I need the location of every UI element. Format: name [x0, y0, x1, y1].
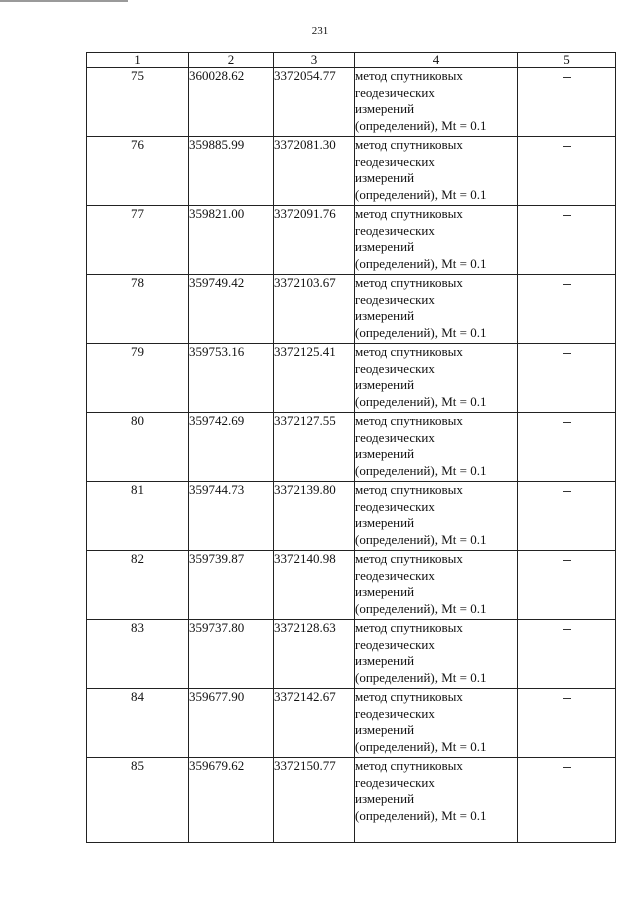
point-number-cell: 85 [87, 758, 189, 843]
method-line: метод спутниковых [355, 620, 463, 635]
point-number-cell: 84 [87, 689, 189, 758]
method-line: метод спутниковых [355, 137, 463, 152]
column-5-cell [518, 620, 616, 689]
table-header-row [87, 53, 616, 68]
method-line: геодезических [355, 429, 435, 445]
dash-mark [563, 422, 571, 423]
x-coordinate-cell: 359753.16 [189, 344, 274, 413]
method-line: геодезических [355, 774, 435, 790]
table-row [87, 206, 616, 275]
dash-mark [563, 353, 571, 354]
method-line: метод спутниковых [355, 413, 463, 428]
dash-mark [563, 560, 571, 561]
method-line: (определений), Mt = 0.1 [355, 255, 487, 271]
column-header: 1 [87, 53, 189, 68]
method-line: (определений), Mt = 0.1 [355, 669, 487, 685]
method-line: измерений [355, 446, 415, 461]
column-header: 3 [274, 53, 355, 68]
method-line: геодезических [355, 498, 435, 514]
column-5-cell [518, 206, 616, 275]
method-line: измерений [355, 722, 415, 737]
method-line: геодезических [355, 222, 435, 238]
method-line: измерений [355, 584, 415, 599]
y-coordinate-cell: 3372103.67 [274, 275, 355, 344]
method-line: метод спутниковых [355, 68, 463, 83]
dash-mark [563, 284, 571, 285]
method-line: метод спутниковых [355, 206, 463, 221]
method-line: измерений [355, 170, 415, 185]
method-line: (определений), Mt = 0.1 [355, 531, 487, 547]
method-line: измерений [355, 101, 415, 116]
column-5-cell [518, 344, 616, 413]
column-5-cell [518, 275, 616, 344]
method-line: измерений [355, 377, 415, 392]
point-number-cell: 76 [87, 137, 189, 206]
method-line: (определений), Mt = 0.1 [355, 393, 487, 409]
method-line: измерений [355, 239, 415, 254]
column-5-cell [518, 137, 616, 206]
y-coordinate-cell: 3372125.41 [274, 344, 355, 413]
method-line: (определений), Mt = 0.1 [355, 186, 487, 202]
method-cell [355, 275, 518, 344]
dash-mark [563, 77, 571, 78]
method-line: геодезических [355, 705, 435, 721]
dash-mark [563, 698, 571, 699]
table-row [87, 482, 616, 551]
y-coordinate-cell: 3372054.77 [274, 68, 355, 137]
method-cell [355, 413, 518, 482]
column-header: 5 [518, 53, 616, 68]
table-row [87, 344, 616, 413]
method-line: геодезических [355, 636, 435, 652]
y-coordinate-cell: 3372081.30 [274, 137, 355, 206]
method-line: измерений [355, 308, 415, 323]
method-cell [355, 137, 518, 206]
method-cell [355, 344, 518, 413]
point-number-cell: 79 [87, 344, 189, 413]
x-coordinate-cell: 360028.62 [189, 68, 274, 137]
method-line: (определений), Mt = 0.1 [355, 324, 487, 340]
table-row [87, 758, 616, 843]
method-line: измерений [355, 515, 415, 530]
method-cell [355, 482, 518, 551]
method-line: метод спутниковых [355, 344, 463, 359]
method-line: геодезических [355, 153, 435, 169]
column-header: 2 [189, 53, 274, 68]
method-line: (определений), Mt = 0.1 [355, 117, 487, 133]
y-coordinate-cell: 3372127.55 [274, 413, 355, 482]
column-5-cell [518, 482, 616, 551]
x-coordinate-cell: 359739.87 [189, 551, 274, 620]
table-row [87, 689, 616, 758]
method-line: метод спутниковых [355, 551, 463, 566]
method-cell [355, 551, 518, 620]
y-coordinate-cell: 3372128.63 [274, 620, 355, 689]
point-number-cell: 83 [87, 620, 189, 689]
y-coordinate-cell: 3372142.67 [274, 689, 355, 758]
point-number-cell: 75 [87, 68, 189, 137]
method-line: метод спутниковых [355, 275, 463, 290]
y-coordinate-cell: 3372140.98 [274, 551, 355, 620]
point-number-cell: 80 [87, 413, 189, 482]
method-line: измерений [355, 653, 415, 668]
dash-mark [563, 146, 571, 147]
method-cell [355, 68, 518, 137]
method-cell [355, 620, 518, 689]
column-5-cell [518, 68, 616, 137]
x-coordinate-cell: 359742.69 [189, 413, 274, 482]
column-5-cell [518, 758, 616, 843]
method-line: (определений), Mt = 0.1 [355, 807, 487, 823]
method-line: геодезических [355, 360, 435, 376]
x-coordinate-cell: 359749.42 [189, 275, 274, 344]
method-line: геодезических [355, 567, 435, 583]
method-line: (определений), Mt = 0.1 [355, 738, 487, 754]
method-line: измерений [355, 791, 415, 806]
method-line: метод спутниковых [355, 482, 463, 497]
table-row [87, 275, 616, 344]
x-coordinate-cell: 359679.62 [189, 758, 274, 843]
x-coordinate-cell: 359885.99 [189, 137, 274, 206]
method-cell [355, 206, 518, 275]
coordinates-table [86, 52, 616, 843]
x-coordinate-cell: 359737.80 [189, 620, 274, 689]
dash-mark [563, 767, 571, 768]
table-body [87, 68, 616, 843]
method-line: (определений), Mt = 0.1 [355, 600, 487, 616]
point-number-cell: 78 [87, 275, 189, 344]
method-cell [355, 689, 518, 758]
y-coordinate-cell: 3372139.80 [274, 482, 355, 551]
table-row [87, 620, 616, 689]
y-coordinate-cell: 3372150.77 [274, 758, 355, 843]
y-coordinate-cell: 3372091.76 [274, 206, 355, 275]
column-header: 4 [355, 53, 518, 68]
method-line: (определений), Mt = 0.1 [355, 462, 487, 478]
table-row [87, 413, 616, 482]
x-coordinate-cell: 359677.90 [189, 689, 274, 758]
top-rule [0, 0, 128, 2]
table-row [87, 68, 616, 137]
x-coordinate-cell: 359744.73 [189, 482, 274, 551]
method-line: геодезических [355, 291, 435, 307]
column-5-cell [518, 689, 616, 758]
column-5-cell [518, 413, 616, 482]
method-line: метод спутниковых [355, 689, 463, 704]
column-5-cell [518, 551, 616, 620]
dash-mark [563, 629, 571, 630]
dash-mark [563, 491, 571, 492]
table-row [87, 551, 616, 620]
page-number: 231 [311, 25, 329, 37]
point-number-cell: 77 [87, 206, 189, 275]
dash-mark [563, 215, 571, 216]
x-coordinate-cell: 359821.00 [189, 206, 274, 275]
table-row [87, 137, 616, 206]
point-number-cell: 82 [87, 551, 189, 620]
point-number-cell: 81 [87, 482, 189, 551]
method-line: геодезических [355, 84, 435, 100]
method-line: метод спутниковых [355, 758, 463, 773]
method-cell [355, 758, 518, 843]
